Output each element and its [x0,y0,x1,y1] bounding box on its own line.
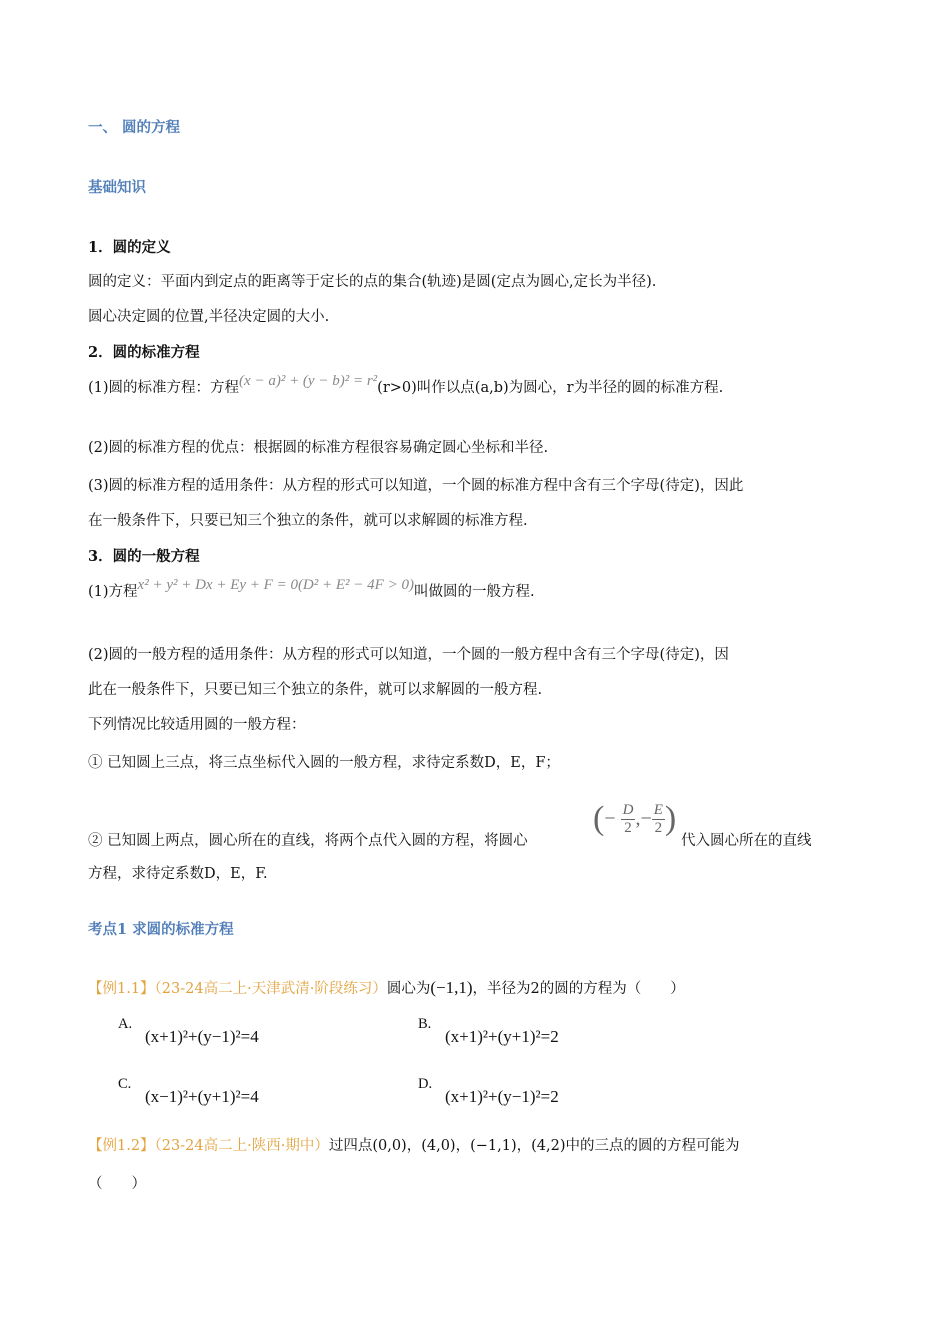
fraction-d [621,802,636,837]
example-tag: 【例1.1】（23-24高二上·天津武清·阶段练习） [88,981,387,997]
paragraph-definition: 圆的定义：平面内到定点的距离等于定长的点的集合(轨迹)是圆(定点为圆心,定长为半径). [88,274,657,290]
kaodian-title: 考点1 求圆的标准方程 [88,921,234,938]
paragraph-condition-b: 在一般条件下，只要已知三个独立的条件，就可以求解圆的标准方程. [88,513,528,529]
paragraph-condition-a: (3)圆的标准方程的适用条件：从方程的形式可以知道，一个圆的标准方程中含有三个字母(待定)，因此 [88,478,744,494]
paragraph-standard-equation [88,373,724,397]
option-c-label[interactable]: C. [118,1076,132,1092]
paragraph-case-2 [88,829,528,850]
frac-den: 2 [654,819,663,836]
heading-1: 1．圆的定义 [88,239,171,256]
frac-num: E [653,801,663,818]
frac-den: 2 [624,819,632,836]
text-post: 代入圆心所在的直线 [681,833,812,849]
paragraph-case-1: ① 已知圆上三点，将三点坐标代入圆的一般方程，求待定系数D，E，F； [88,755,560,771]
section-title: 一、 圆的方程 [88,119,181,136]
paragraph-general-condition-a: (2)圆的一般方程的适用条件：从方程的形式可以知道，一个圆的一般方程中含有三个字母(待定)，因 [88,647,729,663]
option-d[interactable]: (x+1)²+(y−1)²=2 [445,1087,559,1106]
option-d-label[interactable]: D. [418,1076,433,1092]
heading-3: 3．圆的一般方程 [88,548,200,565]
example-text-a: 圆心为 [386,981,431,997]
example-tag: 【例1.2】（23-24高二上·陕西·期中） [88,1138,329,1154]
option-c[interactable]: (x−1)²+(y+1)²=4 [145,1087,259,1106]
paragraph-general-equation [88,577,535,601]
text-pre: (1)圆的标准方程：方程 [88,380,240,396]
option-b-label[interactable]: B. [418,1016,432,1032]
example-1-1 [88,977,685,998]
general-formula: x² + y² + Dx + Ey + F = 0(D² + E² − 4F > 0) [137,577,414,593]
text-pre: ② 已知圆上两点，圆心所在的直线，将两个点代入圆的方程，将圆心 [88,833,528,849]
option-a-label[interactable]: A. [118,1016,133,1032]
text-post: 叫做圆的一般方程. [413,584,535,600]
standard-formula: (x − a)² + (y − b)² = r² [239,373,378,389]
example-1-2-paren: （ ） [88,1176,146,1192]
paragraph-case-2b: 方程，求待定系数D，E，F. [88,866,268,882]
center-expression: (− $\frac{D}{2}$ ,− $\frac{E}{2}$ ) [593,800,677,837]
paragraph-cases: 下列情况比较适用圆的一般方程： [88,717,306,733]
example-point: (−1,1) [430,978,473,997]
text-pre: (1)方程 [88,584,138,600]
example-1-2 [88,1134,739,1155]
paragraph-center-radius: 圆心决定圆的位置,半径决定圆的大小. [88,309,330,325]
example-text-b: ，半径为2的圆的方程为（ ） [472,981,685,997]
paragraph-advantage: (2)圆的标准方程的优点：根据圆的标准方程很容易确定圆心坐标和半径. [88,440,549,456]
option-a[interactable]: (x+1)²+(y−1)²=4 [145,1027,259,1046]
paragraph-general-condition-b: 此在一般条件下，只要已知三个独立的条件，就可以求解圆的一般方程. [88,682,543,698]
example-text: 过四点(0,0)，(4,0)，(−1,1)，(4,2)中的三点的圆的方程可能为 [328,1138,740,1154]
fraction-e [652,802,665,837]
frac-num: D [622,801,634,818]
text-post: (r>0)叫作以点(a,b)为圆心，r为半径的圆的标准方程. [377,380,724,396]
option-b[interactable]: (x+1)²+(y+1)²=2 [445,1027,559,1046]
heading-2: 2．圆的标准方程 [88,344,200,361]
basic-knowledge-title: 基础知识 [88,179,146,196]
